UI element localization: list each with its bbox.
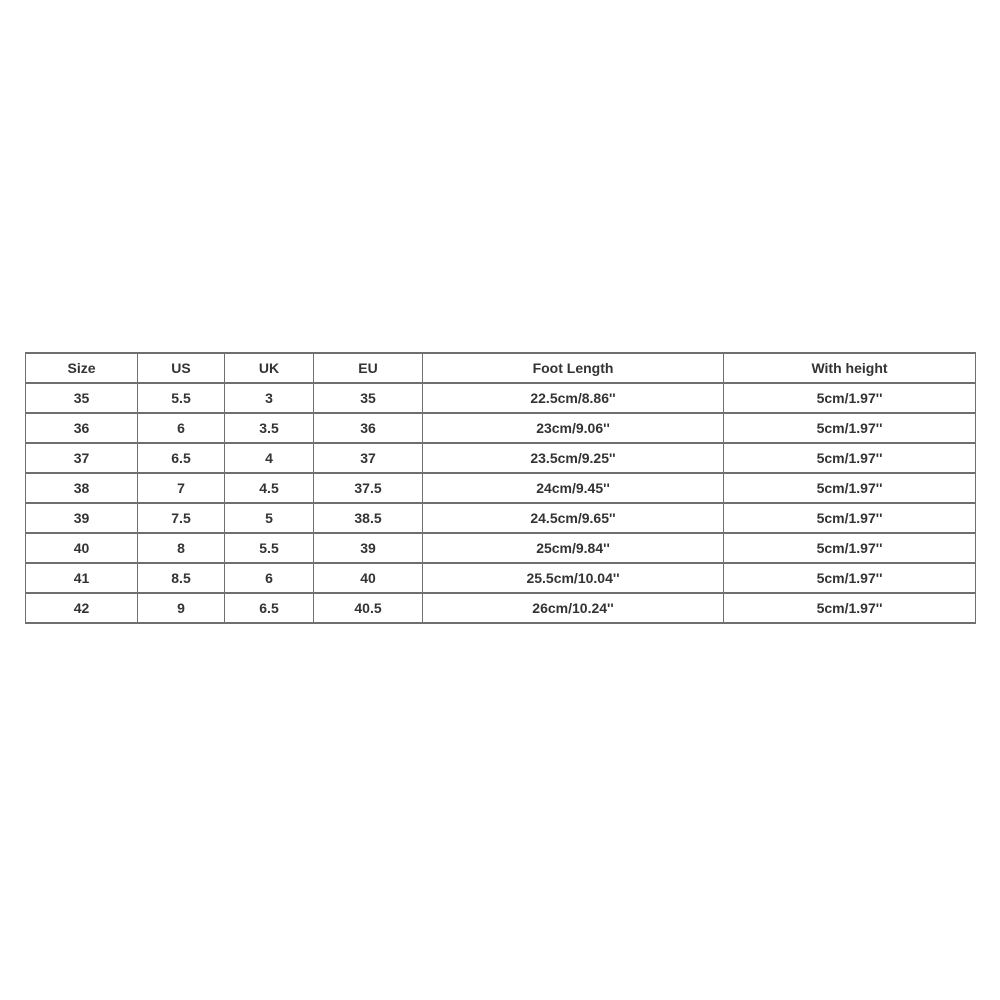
header-size: Size [26, 353, 138, 383]
cell-us: 6.5 [138, 443, 225, 473]
table-row [26, 593, 976, 623]
cell-eu: 37 [314, 443, 423, 473]
cell-with-height: 5cm/1.97'' [724, 503, 976, 533]
cell-size: 42 [26, 593, 138, 623]
table-row [26, 443, 976, 473]
table-row [26, 413, 976, 443]
cell-uk: 6.5 [225, 593, 314, 623]
header-us: US [138, 353, 225, 383]
header-foot-length: Foot Length [423, 353, 724, 383]
cell-us: 9 [138, 593, 225, 623]
cell-eu: 36 [314, 413, 423, 443]
cell-foot-length: 26cm/10.24'' [423, 593, 724, 623]
cell-eu: 39 [314, 533, 423, 563]
cell-size: 37 [26, 443, 138, 473]
cell-with-height: 5cm/1.97'' [724, 563, 976, 593]
cell-foot-length: 24.5cm/9.65'' [423, 503, 724, 533]
cell-size: 41 [26, 563, 138, 593]
table-row [26, 383, 976, 413]
cell-uk: 3 [225, 383, 314, 413]
cell-with-height: 5cm/1.97'' [724, 383, 976, 413]
header-uk: UK [225, 353, 314, 383]
cell-uk: 4.5 [225, 473, 314, 503]
cell-uk: 5.5 [225, 533, 314, 563]
cell-us: 8 [138, 533, 225, 563]
cell-eu: 40.5 [314, 593, 423, 623]
cell-uk: 6 [225, 563, 314, 593]
cell-eu: 40 [314, 563, 423, 593]
cell-foot-length: 25cm/9.84'' [423, 533, 724, 563]
table-row [26, 563, 976, 593]
cell-eu: 35 [314, 383, 423, 413]
size-chart-table [25, 352, 976, 624]
cell-uk: 5 [225, 503, 314, 533]
table-row [26, 533, 976, 563]
cell-foot-length: 23cm/9.06'' [423, 413, 724, 443]
table-header [26, 353, 976, 383]
cell-us: 5.5 [138, 383, 225, 413]
cell-size: 39 [26, 503, 138, 533]
table-body [26, 383, 976, 623]
cell-with-height: 5cm/1.97'' [724, 593, 976, 623]
cell-foot-length: 25.5cm/10.04'' [423, 563, 724, 593]
cell-uk: 4 [225, 443, 314, 473]
cell-with-height: 5cm/1.97'' [724, 473, 976, 503]
table-row [26, 503, 976, 533]
header-row [26, 353, 976, 383]
cell-foot-length: 23.5cm/9.25'' [423, 443, 724, 473]
cell-eu: 38.5 [314, 503, 423, 533]
cell-with-height: 5cm/1.97'' [724, 413, 976, 443]
cell-size: 35 [26, 383, 138, 413]
cell-size: 40 [26, 533, 138, 563]
cell-size: 36 [26, 413, 138, 443]
cell-foot-length: 22.5cm/8.86'' [423, 383, 724, 413]
cell-with-height: 5cm/1.97'' [724, 443, 976, 473]
cell-size: 38 [26, 473, 138, 503]
cell-us: 7 [138, 473, 225, 503]
cell-us: 8.5 [138, 563, 225, 593]
cell-uk: 3.5 [225, 413, 314, 443]
cell-eu: 37.5 [314, 473, 423, 503]
cell-us: 6 [138, 413, 225, 443]
header-eu: EU [314, 353, 423, 383]
table-row [26, 473, 976, 503]
cell-with-height: 5cm/1.97'' [724, 533, 976, 563]
cell-foot-length: 24cm/9.45'' [423, 473, 724, 503]
header-with-height: With height [724, 353, 976, 383]
cell-us: 7.5 [138, 503, 225, 533]
